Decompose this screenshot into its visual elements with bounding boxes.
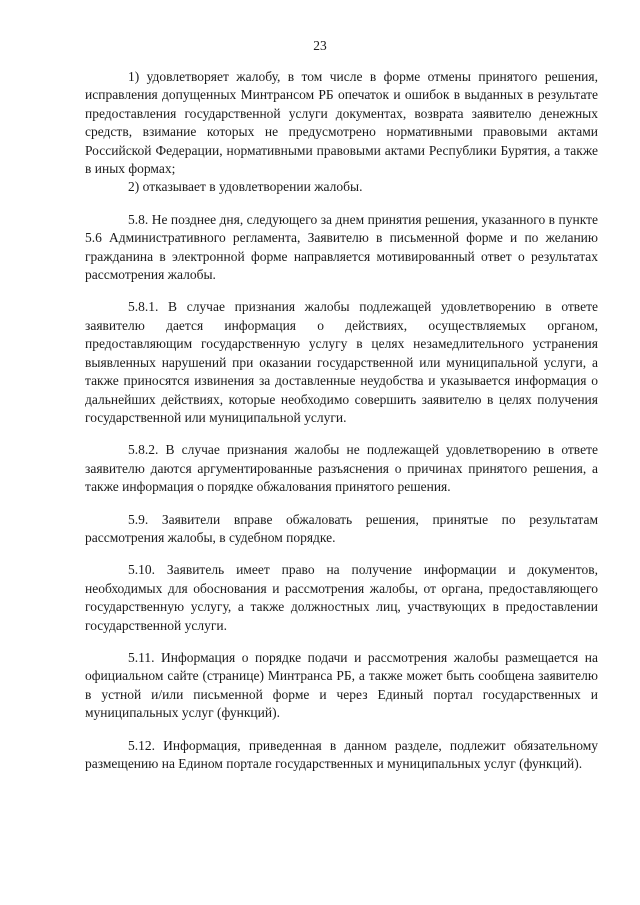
clause-5-9: 5.9. Заявители вправе обжаловать решения, принятые по результатам рассмотрения жалобы, в судебном порядке. bbox=[85, 511, 598, 545]
clause-5-10: 5.10. Заявитель имеет право на получение информации и документов, необходимых для обоснования и рассмотрения жалобы, от органа, предоставляющего государственную услугу, а также должностных лиц, участвующих в предоставлении государственной услуги. bbox=[85, 562, 598, 633]
document-body bbox=[85, 68, 598, 773]
clause-5-11: 5.11. Информация о порядке подачи и рассмотрения жалобы размещается на официальном сайте (странице) Минтранса РБ, а также может быть сообщена заявителю в устной и/или письменной форме и через Единый портал государственных и муниципальных услуг (функций). bbox=[85, 649, 598, 721]
list-item-2: 2) отказывает в удовлетворении жалобы. bbox=[128, 179, 363, 195]
page-number: 23 bbox=[313, 38, 327, 53]
clause-5-8-1: 5.8.1. В случае признания жалобы подлежащей удовлетворению в ответе заявителю дается информация о действиях, осуществляемых органом, предоставляющим государственную услугу в целях незамедлительного устранения выявленных нарушений при оказании государственной или муниципальной услуги, а также приносятся извинения за доставленные неудобства и указывается информация о дальнейших действиях, которые необходимо совершить заявителю в целях получения государственной или муниципальной услуги. bbox=[85, 299, 598, 425]
list-item-1: 1) удовлетворяет жалобу, в том числе в форме отмены принятого решения, исправления допущенных Минтрансом РБ опечаток и ошибок в выданных в результате предоставления государственной услуги документах, возврата заявителю денежных средств, взимание которых не предусмотрено нормативными правовыми актами Российской Федерации, нормативными правовыми актами Республики Бурятия, а также в иных формах; bbox=[85, 69, 598, 177]
clause-5-12: 5.12. Информация, приведенная в данном разделе, подлежит обязательному размещению на Едином портале государственных и муниципальных услуг (функций). bbox=[85, 737, 598, 771]
clause-5-8: 5.8. Не позднее дня, следующего за днем принятия решения, указанного в пункте 5.6 Административного регламента, Заявителю в письменной форме и по желанию гражданина в электронной форме направляется мотивированный ответ о результатах рассмотрения жалобы. bbox=[85, 211, 598, 283]
clause-5-8-2: 5.8.2. В случае признания жалобы не подлежащей удовлетворению в ответе заявителю даются аргументированные разъяснения о причинах принятого решения, а также информация о порядке обжалования принятого решения. bbox=[85, 442, 598, 495]
